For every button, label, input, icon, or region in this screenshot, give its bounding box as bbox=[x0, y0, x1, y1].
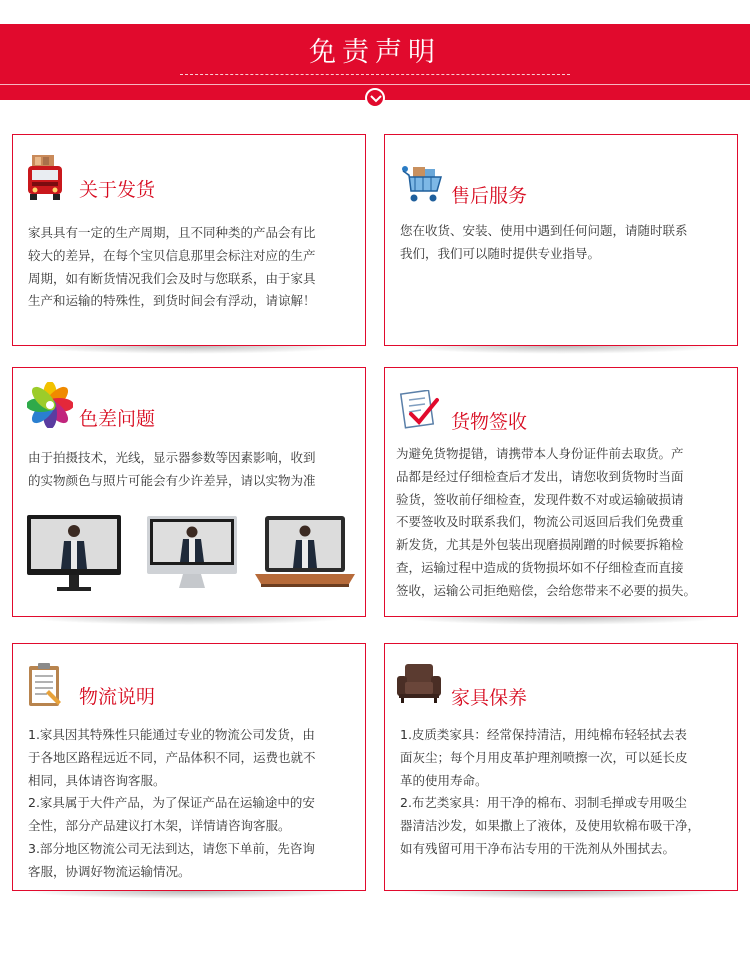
card-body-sign: 为避免货物提错，请携带本人身份证件前去取货。产 品都是经过仔细检查后才发出，请您收到货物时当面 验货，签收前仔细检查，发现件数不对或运输破损请 不要签收及时联系我们，物流公司返回后我们免费重 新发货，尤其是外包装出现磨损剐蹭的时候要拆箱检 查，运输过程中造成的货物损坏如不仔细检查而直接 签收，运输公司拒绝赔偿，会给您带来不必要的损失。 bbox=[396, 446, 697, 598]
card-title-after-sales: 售后服务 bbox=[451, 185, 528, 207]
page-title: 免责声明 bbox=[309, 37, 441, 68]
banner-divider bbox=[0, 84, 750, 85]
banner-dashed-divider bbox=[180, 74, 570, 75]
card-shipping bbox=[12, 134, 366, 346]
card-title-sign: 货物签收 bbox=[451, 411, 528, 433]
color-wheel-icon bbox=[27, 382, 73, 432]
chevron-down-icon bbox=[365, 88, 385, 108]
card-logistics bbox=[12, 643, 366, 891]
card-body-color: 由于拍摄技术，光线，显示器参数等因素影响，收到 的实物颜色与照片可能会有少许差异，请以实物为准 bbox=[28, 450, 316, 488]
card-title-care: 家具保养 bbox=[451, 687, 528, 709]
card-care bbox=[384, 643, 738, 891]
card-body-logistics: 1.家具因其特殊性只能通过专业的物流公司发货，由 于各地区路程远近不同，产品体积不同，运费也就不 相同，具体请咨询客服。 2.家具属于大件产品，为了保证产品在运输途中的安 全性，部分产品建议打木架，详情请咨询客服。 3.部分地区物流公司无法到达，请您下单前，先咨询 客服，协调好物流运输情况。 bbox=[28, 727, 316, 879]
card-color bbox=[12, 367, 366, 617]
card-sign bbox=[384, 367, 738, 617]
card-body-care: 1.皮质类家具：经常保持清洁，用纯棉布轻轻拭去表 面灰尘；每个月用皮革护理剂喷擦一次，可以延长皮 革的使用寿命。 2.布艺类家具：用干净的棉布、羽制毛掸或专用吸尘 器清洁沙发，如果撒上了液体，及使用软棉布吸干净， 如有残留可用干净布沾专用的干洗剂从外围拭去。 bbox=[400, 727, 701, 856]
truck-icon bbox=[26, 155, 64, 205]
monitor-image bbox=[27, 515, 121, 601]
checklist-icon bbox=[399, 390, 439, 434]
card-title-shipping: 关于发货 bbox=[79, 179, 156, 201]
card-title-color: 色差问题 bbox=[79, 408, 156, 430]
armchair-icon bbox=[397, 662, 441, 708]
clipboard-icon bbox=[27, 662, 63, 712]
imac-image bbox=[147, 516, 237, 594]
header-banner bbox=[0, 0, 750, 115]
shopping-cart-icon bbox=[399, 165, 443, 209]
card-body-after-sales: 您在收货、安装、使用中遇到任何问题，请随时联系 我们，我们可以随时提供专业指导。 bbox=[400, 223, 688, 261]
card-body-shipping: 家具具有一定的生产周期，且不同种类的产品会有比 较大的差异，在每个宝贝信息那里会标注对应的生产 周期，如有断货情况我们会及时与您联系，由于家具 生产和运输的特殊性，到货时间会有浮动，请谅解！ bbox=[28, 225, 316, 309]
laptop-image bbox=[253, 516, 357, 596]
card-after-sales bbox=[384, 134, 738, 346]
card-title-logistics: 物流说明 bbox=[79, 686, 156, 708]
